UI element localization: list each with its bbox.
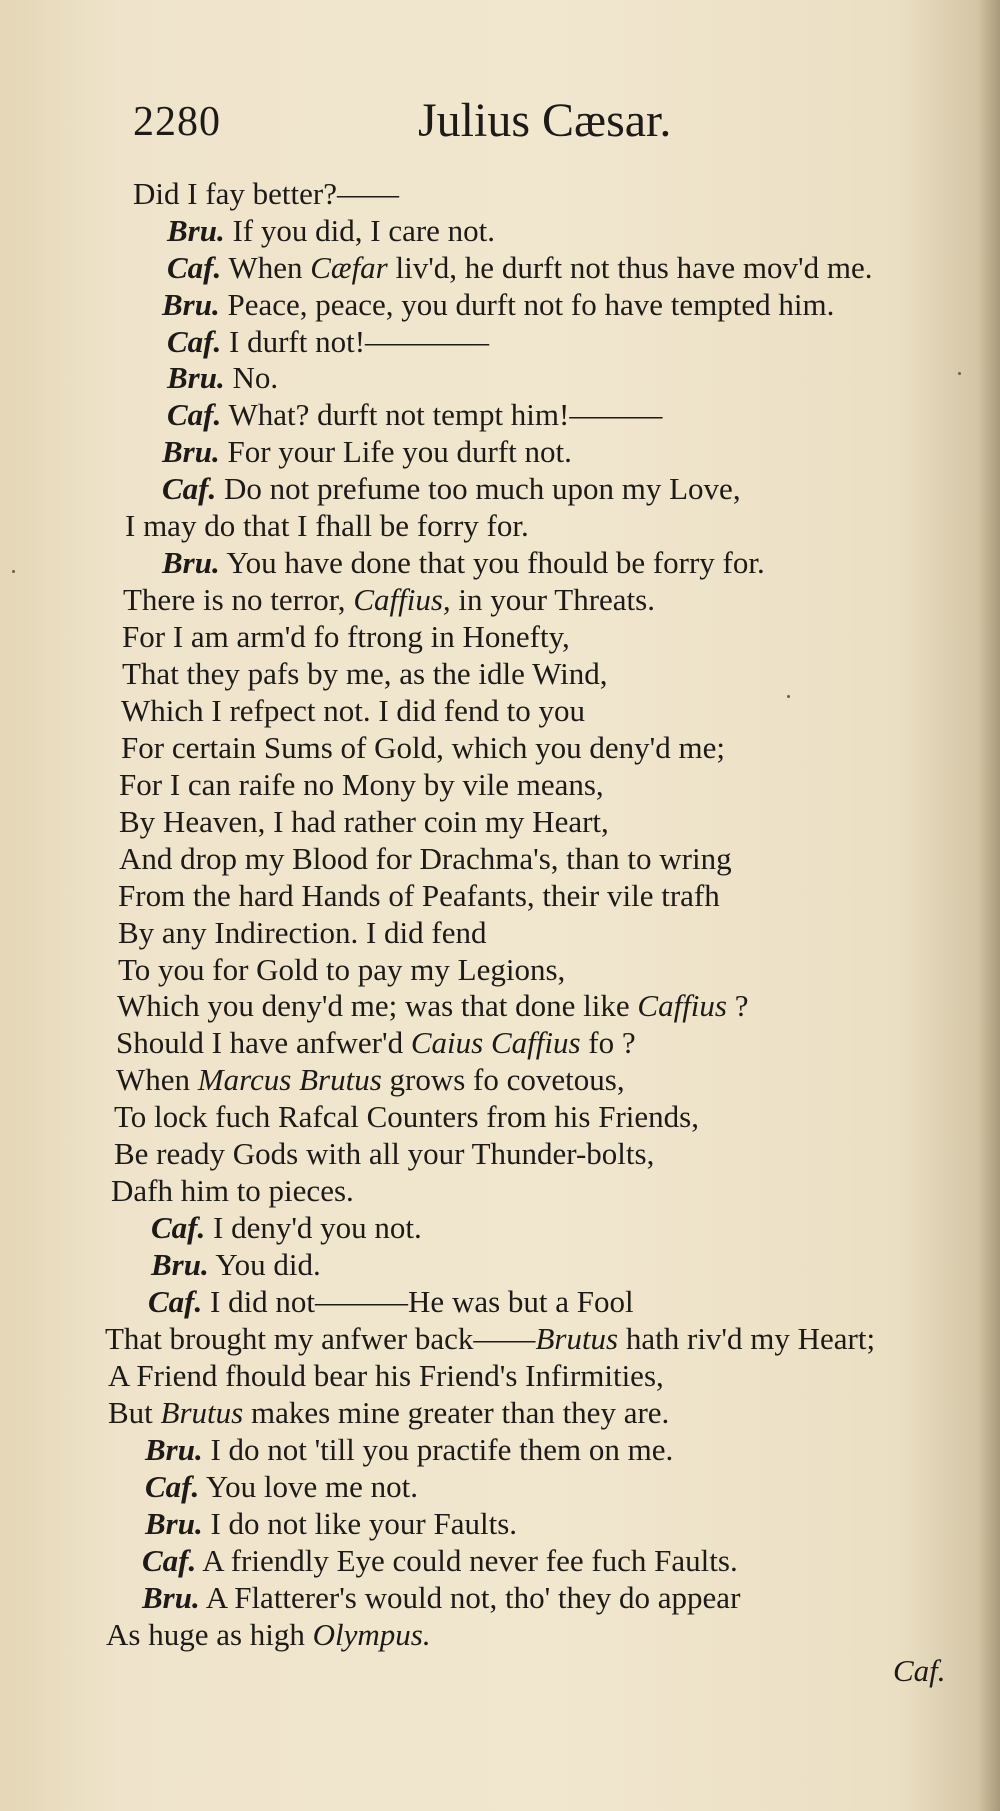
catchword: Caf. — [893, 1653, 946, 1688]
verse-line — [142, 1580, 740, 1616]
verse-line — [119, 804, 609, 840]
line-text: hath riv'd my Heart; — [618, 1321, 876, 1356]
verse-line — [119, 841, 732, 877]
line-text: When — [116, 1062, 198, 1097]
line-text: And drop my Blood for Drachma's, than to wring — [119, 841, 732, 876]
line-text: I do not 'till you practife them on me. — [202, 1432, 674, 1467]
verse-line — [151, 1210, 422, 1246]
line-text: A Friend fhould bear his Friend's Infirmities, — [108, 1358, 664, 1393]
speaker-label: Caf. — [151, 1210, 206, 1245]
speaker-label: Bru. — [162, 545, 220, 580]
verse-line — [162, 434, 572, 470]
line-text: That brought my anfwer back—— — [105, 1321, 536, 1356]
speaker-label: Bru. — [167, 360, 225, 395]
line-text: Which you deny'd me; was that done like — [117, 988, 638, 1023]
verse-line — [167, 324, 489, 360]
verse-line — [125, 508, 529, 544]
verse-line — [119, 767, 604, 803]
line-text: If you did, I care not. — [224, 213, 496, 248]
line-text: Be ready Gods with all your Thunder-bolts, — [114, 1136, 655, 1171]
line-text: You did. — [208, 1247, 321, 1282]
italic-name: Caffius — [637, 988, 727, 1023]
verse-line — [167, 397, 662, 433]
verse-line — [111, 1173, 354, 1209]
speaker-label: Caf. — [162, 471, 217, 506]
verse-line — [116, 1025, 636, 1061]
line-text: I do not like your Faults. — [202, 1506, 518, 1541]
speaker-label: Bru. — [145, 1432, 203, 1467]
speaker-label: Caf. — [145, 1469, 200, 1504]
verse-line — [122, 619, 570, 655]
line-text: in your Threats. — [450, 582, 655, 617]
line-text: makes mine greater than they are. — [243, 1395, 670, 1430]
verse-line — [108, 1358, 664, 1394]
verse-line — [133, 176, 399, 212]
verse-line — [108, 1395, 669, 1431]
line-text: No. — [224, 360, 279, 395]
speaker-label: Caf. — [148, 1284, 203, 1319]
verse-line — [105, 1321, 875, 1357]
paper-speck — [12, 570, 15, 573]
line-text: Do not prefume too much upon my Love, — [216, 471, 741, 506]
line-text: From the hard Hands of Peafants, their vile trafh — [118, 878, 720, 913]
verse-line — [118, 878, 720, 914]
verse-line — [167, 213, 495, 249]
speaker-label: Bru. — [162, 434, 220, 469]
verse-line — [167, 360, 278, 396]
speaker-label: Caf. — [167, 397, 222, 432]
line-text: I did not———He was but a Fool — [202, 1284, 634, 1319]
speaker-label: Caf. — [142, 1543, 197, 1578]
verse-line — [167, 250, 872, 286]
speaker-label: Bru. — [142, 1580, 200, 1615]
line-text: What? durft not tempt him!——— — [221, 397, 663, 432]
line-text: Which I refpect not. I did fend to you — [121, 693, 585, 728]
italic-name: Brutus — [160, 1395, 244, 1430]
line-text: For I am arm'd fo ftrong in Honefty, — [122, 619, 570, 654]
italic-name: Caius Caffius — [410, 1025, 581, 1060]
italic-name: Caffius, — [353, 582, 451, 617]
verse-line — [121, 730, 725, 766]
italic-name: Cæfar — [310, 250, 388, 285]
line-text: I may do that I fhall be forry for. — [125, 508, 529, 543]
line-text: But — [108, 1395, 161, 1430]
paper-speck — [787, 695, 790, 698]
line-text: I deny'd you not. — [205, 1210, 422, 1245]
line-text: To lock fuch Rafcal Counters from his Friends, — [114, 1099, 699, 1134]
speaker-label: Bru. — [145, 1506, 203, 1541]
line-text: I durft not!———— — [221, 324, 490, 359]
speaker-label: Bru. — [162, 287, 220, 322]
line-text: ? — [727, 988, 749, 1023]
line-text: A Flatterer's would not, tho' they do appear — [199, 1580, 741, 1615]
line-text: As huge as high — [106, 1617, 313, 1652]
verse-line — [118, 915, 486, 951]
verse-line — [118, 952, 565, 988]
verse-line — [142, 1543, 738, 1579]
line-text: By any Indirection. I did fend — [118, 915, 487, 950]
line-text: Dafh him to pieces. — [111, 1173, 354, 1208]
line-text: A friendly Eye could never fee fuch Faults. — [196, 1543, 738, 1578]
paper-speck — [958, 372, 961, 375]
speaker-label: Bru. — [167, 213, 225, 248]
verse-line — [106, 1617, 431, 1653]
line-text: liv'd, he durft not thus have mov'd me. — [387, 250, 873, 285]
verse-line — [145, 1432, 673, 1468]
line-text: You love me not. — [199, 1469, 418, 1504]
line-text: Did I fay better?—— — [133, 176, 399, 211]
speaker-label: Caf. — [167, 324, 222, 359]
verse-line — [151, 1247, 321, 1283]
speaker-label: Caf. — [167, 250, 222, 285]
verse-line — [123, 582, 655, 618]
verse-line — [148, 1284, 634, 1320]
line-text: There is no terror, — [123, 582, 354, 617]
verse-line — [116, 1062, 625, 1098]
line-text: For certain Sums of Gold, which you deny'd me; — [121, 730, 725, 765]
verse-line — [122, 656, 607, 692]
verse-line — [145, 1469, 418, 1505]
verse-line — [117, 988, 749, 1024]
verse-line — [145, 1506, 517, 1542]
verse-line — [162, 287, 834, 323]
running-title: Julius Cæsar. — [418, 94, 672, 147]
verse-line — [162, 471, 741, 507]
italic-name: Brutus — [535, 1321, 619, 1356]
line-text: When — [221, 250, 311, 285]
italic-name: Olympus. — [312, 1617, 431, 1652]
line-text: Peace, peace, you durft not fo have tempted him. — [219, 287, 835, 322]
verse-line — [162, 545, 765, 581]
page-edge-shadow — [978, 0, 1000, 1811]
line-text: By Heaven, I had rather coin my Heart, — [119, 804, 609, 839]
line-text: That they pafs by me, as the idle Wind, — [122, 656, 608, 691]
line-text: Should I have anfwer'd — [116, 1025, 411, 1060]
line-text: For I can raife no Mony by vile means, — [119, 767, 604, 802]
line-text: grows fo covetous, — [381, 1062, 625, 1097]
line-text: For your Life you durft not. — [219, 434, 572, 469]
page-number: 2280 — [133, 99, 221, 145]
line-text: fo ? — [580, 1025, 636, 1060]
verse-line — [114, 1136, 654, 1172]
speaker-label: Bru. — [151, 1247, 209, 1282]
italic-name: Marcus Brutus — [197, 1062, 382, 1097]
verse-line — [114, 1099, 699, 1135]
verse-line — [121, 693, 585, 729]
line-text: To you for Gold to pay my Legions, — [118, 952, 566, 987]
line-text: You have done that you fhould be forry for. — [219, 545, 765, 580]
